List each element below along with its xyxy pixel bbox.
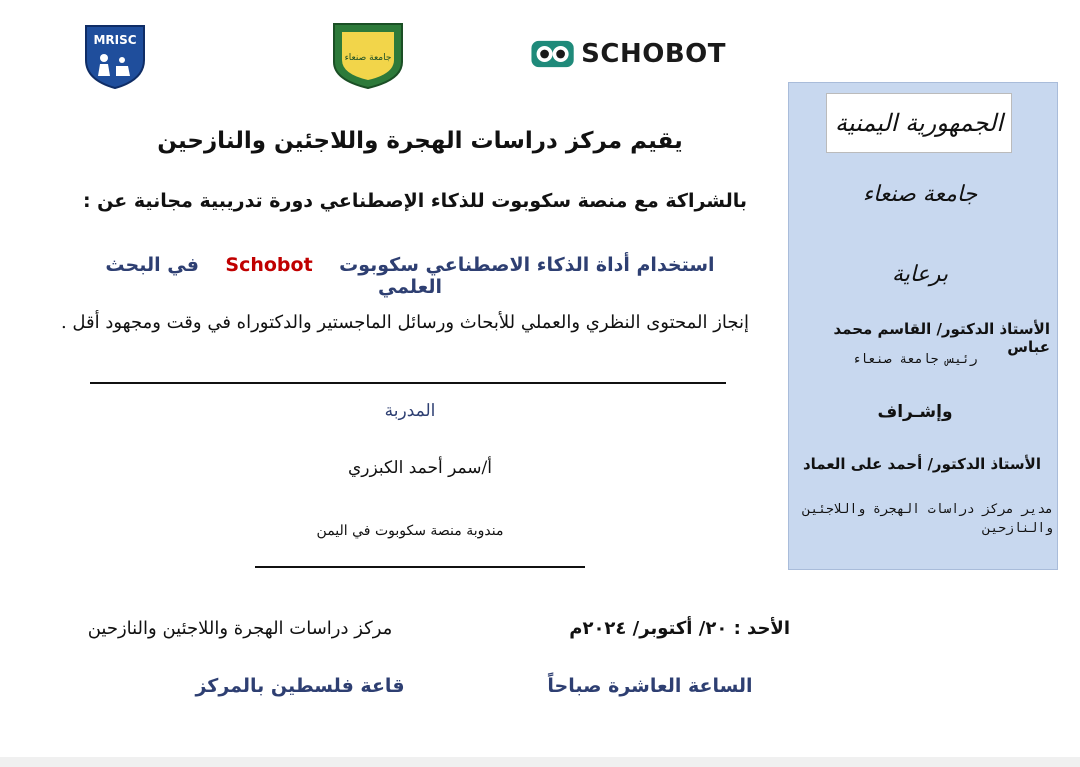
announcement-heading: يقيم مركز دراسات الهجرة واللاجئين والنازحين	[157, 128, 683, 154]
course-title-brand: Schobot	[225, 254, 313, 276]
course-title	[80, 254, 740, 298]
trainer-label: المدربة	[384, 401, 436, 421]
event-hall: قاعة فلسطين بالمركز	[195, 675, 405, 697]
patronage-label: برعاية	[891, 262, 948, 287]
trainer-name: أ/سمر أحمد الكبزري	[347, 458, 492, 478]
event-venue: مركز دراسات الهجرة واللاجئين والنازحين	[87, 618, 393, 639]
course-description: إنجاز المحتوى النظري والعملي للأبحاث ورسائل الماجستير والدكتوراه في وقت ومجهود أقل .	[60, 312, 750, 333]
schobot-eyes-icon	[530, 34, 575, 74]
university-name: جامعة صنعاء	[862, 182, 978, 207]
divider-bottom	[255, 566, 585, 568]
event-time: الساعة العاشرة صباحاً	[547, 675, 753, 697]
bottom-strip	[0, 757, 1080, 767]
university-seal-text: جامعة صنعاء	[344, 53, 392, 63]
supervisor-title: مدير مركز دراسات الهجرة واللاجئين والنازحين	[802, 502, 1053, 536]
supervisor-name: الأستاذ الدكتور/ أحمد على العماد	[802, 455, 1041, 473]
patron-name: الأستاذ الدكتور/ القاسم محمد عباس	[833, 320, 1050, 356]
patron-title: رئيس جامعة صنعاء	[852, 352, 978, 367]
schobot-wordmark: SCHOBOT	[581, 39, 726, 69]
trainer-role: مندوبة منصة سكوبوت في اليمن	[316, 523, 504, 539]
schobot-logo	[530, 30, 726, 78]
course-title-prefix: استخدام أداة الذكاء الاصطناعي سكوبوت	[339, 254, 715, 276]
event-date: الأحد : ٢٠/ أكتوبر/ ٢٠٢٤م	[569, 618, 790, 639]
mrisc-logo-text: MRISC	[93, 33, 137, 47]
course-title-suffix: في البحث العلمي	[105, 254, 443, 298]
supervision-label: وإشـراف	[877, 402, 953, 422]
partnership-line: بالشراكة مع منصة سكوبوت للذكاء الإصطناعي دورة تدريبية مجانية عن :	[82, 190, 748, 212]
mrisc-logo	[82, 20, 148, 90]
republic-title: الجمهورية اليمنية	[834, 109, 1004, 137]
university-seal-logo	[328, 20, 408, 90]
divider-top	[90, 382, 726, 384]
republic-emblem-box	[826, 93, 1012, 153]
